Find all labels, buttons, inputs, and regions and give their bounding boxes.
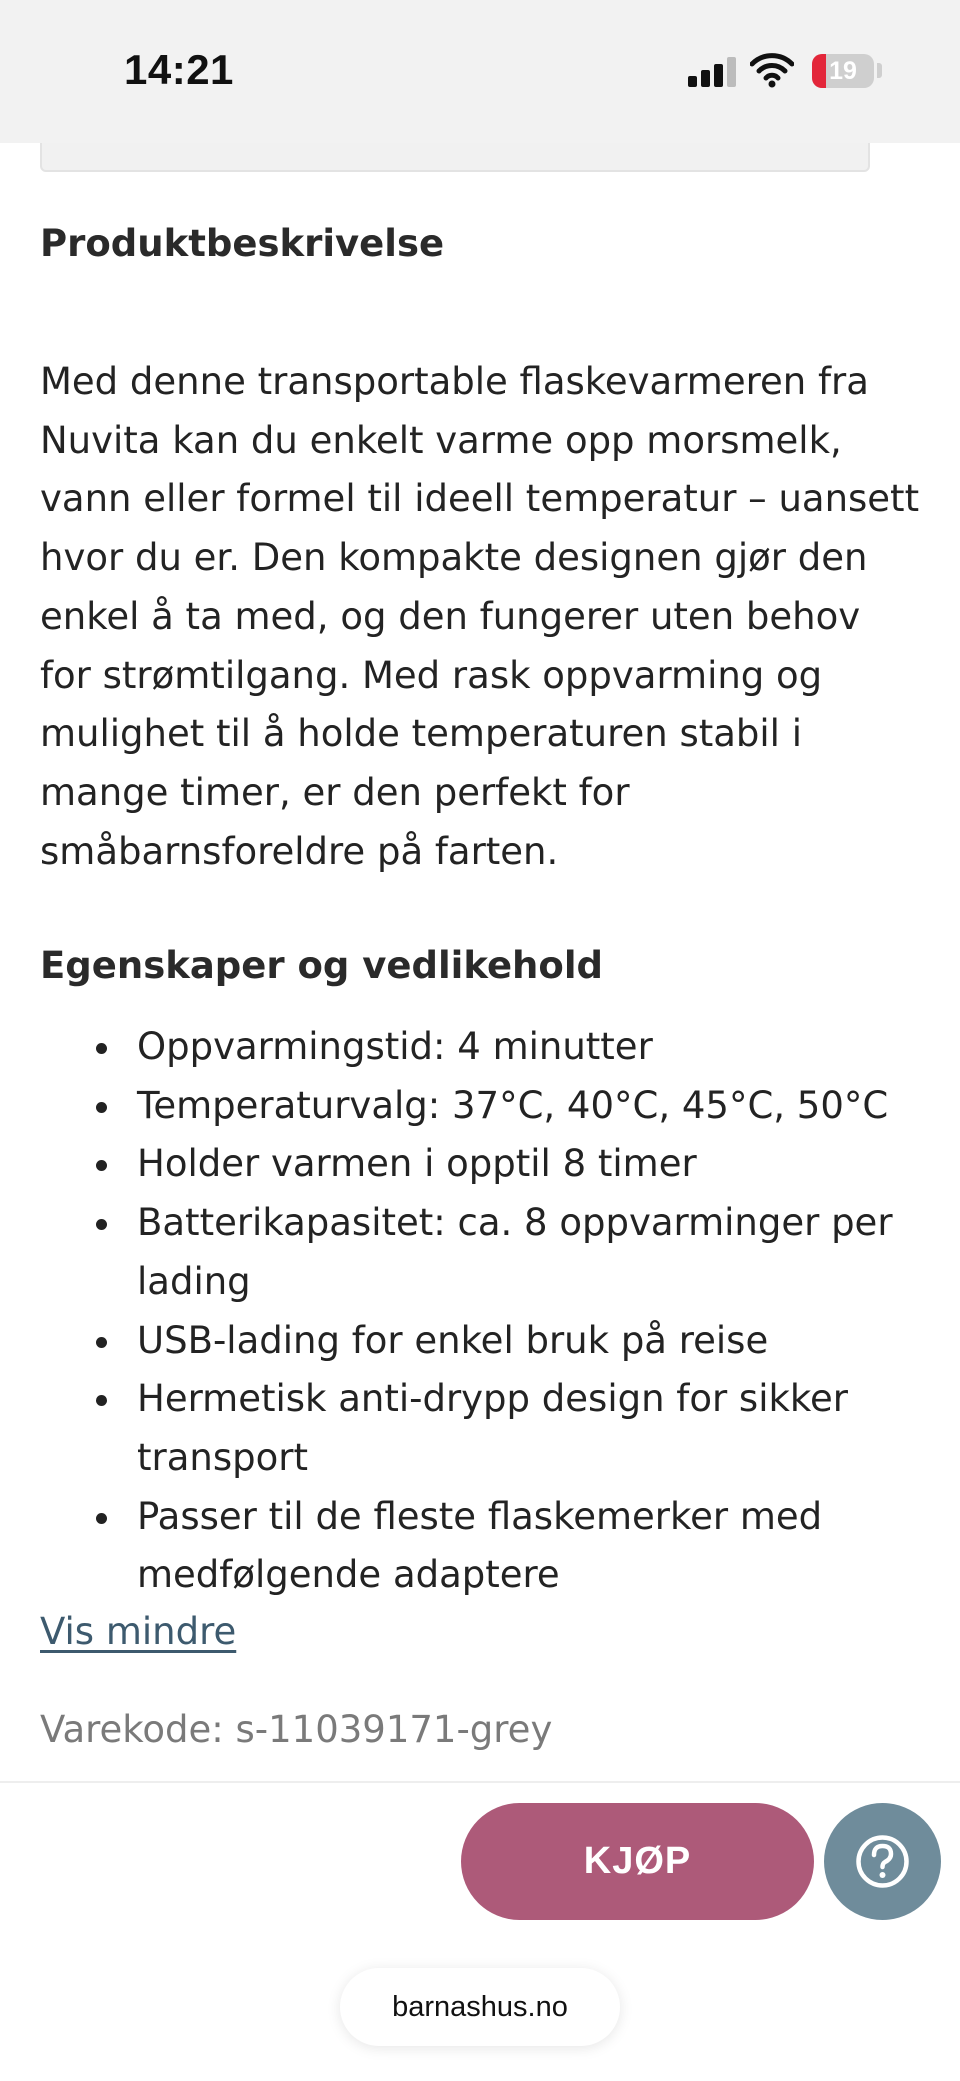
features-heading: Egenskaper og vedlikehold <box>40 944 603 987</box>
status-time: 14:21 <box>124 46 234 93</box>
list-item: Oppvarmingstid: 4 minutter <box>40 1018 920 1077</box>
help-button[interactable] <box>824 1803 941 1920</box>
show-less-link[interactable]: Vis mindre <box>40 1610 237 1653</box>
status-bar <box>0 0 960 143</box>
signal-icon <box>688 57 736 87</box>
url-bar[interactable]: barnashus.no <box>340 1968 620 2046</box>
wifi-icon <box>750 52 794 88</box>
description-text: Med denne transportable flaskevarmeren fra Nuvita kan du enkelt varme opp morsmelk, vann eller formel til ideell temperatur – uansett hvor du er. Den kompakte designen gjør den enkel å ta med, og den fungerer uten behov for strømtilgang. Med rask oppvarming og mulighet til å holde temperaturen stabil i mange timer, er den perfekt for småbarnsforeldre på farten. <box>40 360 920 873</box>
list-item: Holder varmen i opptil 8 timer <box>40 1135 920 1194</box>
list-item: Temperaturvalg: 37°C, 40°C, 45°C, 50°C <box>40 1077 920 1136</box>
battery-icon <box>812 54 874 88</box>
battery-level: 19 <box>829 57 857 85</box>
feature-list <box>40 1018 920 1605</box>
list-item: Hermetisk anti-drypp design for sikker transport <box>40 1370 920 1487</box>
battery-tip <box>877 63 882 78</box>
sku-text: Varekode: s-11039171-grey <box>40 1708 553 1751</box>
help-circle-icon <box>824 1803 941 1920</box>
buy-button[interactable]: KJØP <box>461 1803 814 1920</box>
list-item: Batterikapasitet: ca. 8 oppvarminger per lading <box>40 1194 920 1311</box>
list-item: USB-lading for enkel bruk på reise <box>40 1312 920 1371</box>
description-heading: Produktbeskrivelse <box>40 222 445 265</box>
list-item: Passer til de fleste flaskemerker med medfølgende adaptere <box>40 1488 920 1605</box>
